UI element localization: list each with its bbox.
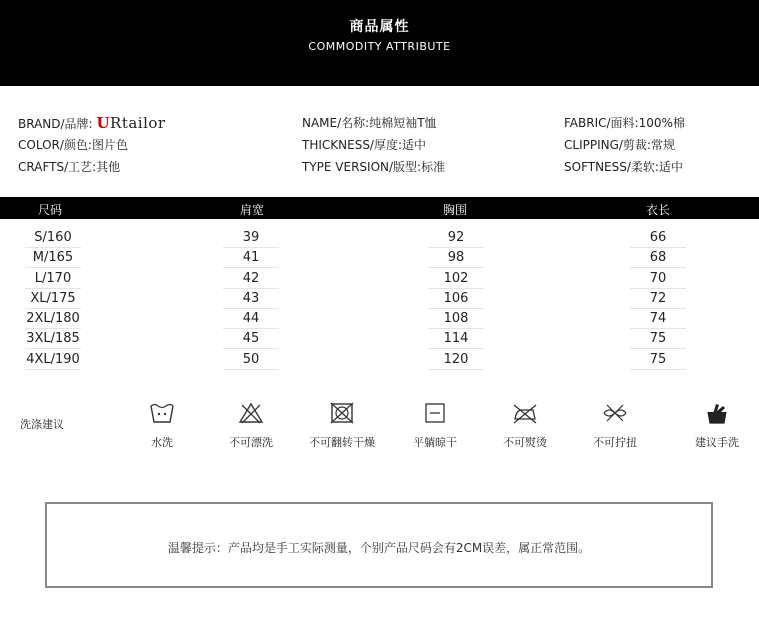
table-row bbox=[0, 309, 759, 329]
wash-item-label: 不可翻转干燥 bbox=[309, 436, 375, 449]
cell-length: 70 bbox=[630, 269, 686, 289]
size-table bbox=[0, 228, 759, 370]
table-row bbox=[0, 289, 759, 309]
cell-shoulder: 43 bbox=[223, 289, 279, 309]
attr-fabric bbox=[564, 114, 685, 131]
attr-thickness-label: THICKNESS/厚度: bbox=[302, 138, 403, 152]
header-size: 尺码 bbox=[38, 203, 63, 217]
header-length: 衣长 bbox=[646, 203, 671, 217]
cell-shoulder: 50 bbox=[223, 350, 279, 370]
attr-name-label: NAME/名称: bbox=[302, 116, 370, 130]
cell-length: 75 bbox=[630, 350, 686, 370]
table-row bbox=[0, 228, 759, 248]
wash-item-label: 不可熨烫 bbox=[503, 436, 547, 449]
attr-name bbox=[302, 114, 437, 131]
table-row bbox=[0, 329, 759, 349]
attr-softness-value: 适中 bbox=[658, 160, 683, 174]
wash-item-label: 不可拧扭 bbox=[593, 436, 637, 449]
cell-chest: 102 bbox=[428, 269, 484, 289]
cell-length: 72 bbox=[630, 289, 686, 309]
attr-crafts-label: CRAFTS/工艺: bbox=[18, 160, 97, 174]
cell-size: XL/175 bbox=[25, 289, 81, 309]
attribute-list bbox=[18, 114, 748, 180]
cell-size: M/165 bbox=[25, 248, 81, 268]
table-row bbox=[0, 269, 759, 289]
cell-shoulder: 41 bbox=[223, 248, 279, 268]
cell-length: 75 bbox=[630, 329, 686, 349]
page-subtitle: COMMODITY ATTRIBUTE bbox=[308, 40, 451, 53]
no-tumble-dry-icon bbox=[329, 402, 355, 424]
attr-fabric-label: FABRIC/面料: bbox=[564, 116, 639, 130]
no-bleach-icon bbox=[238, 402, 264, 424]
cell-length: 68 bbox=[630, 248, 686, 268]
attr-name-value: 纯棉短袖T恤 bbox=[369, 116, 437, 130]
attr-crafts-value: 其他 bbox=[96, 160, 121, 174]
cell-size: S/160 bbox=[25, 228, 81, 248]
attr-clipping-value: 常规 bbox=[650, 138, 675, 152]
wash-item bbox=[211, 402, 291, 450]
attr-brand-label: BRAND/品牌: bbox=[18, 117, 93, 131]
washing-title: 洗涤建议 bbox=[20, 418, 64, 431]
notice-box bbox=[45, 502, 713, 588]
wash-item bbox=[122, 402, 202, 450]
wash-item-label: 平躺晾干 bbox=[413, 436, 457, 449]
cell-chest: 98 bbox=[428, 248, 484, 268]
no-iron-icon bbox=[512, 402, 538, 424]
table-row bbox=[0, 350, 759, 370]
attr-fabric-value: 100%棉 bbox=[638, 116, 685, 130]
wash-item bbox=[575, 402, 655, 450]
cell-chest: 106 bbox=[428, 289, 484, 309]
cell-chest: 108 bbox=[428, 309, 484, 329]
wash-item-label: 不可漂洗 bbox=[229, 436, 273, 449]
cell-size: 2XL/180 bbox=[25, 309, 81, 329]
header-shoulder: 肩宽 bbox=[240, 203, 265, 217]
attr-type-version-label: TYPE VERSION/版型: bbox=[302, 160, 422, 174]
attr-crafts bbox=[18, 158, 120, 175]
dry-flat-icon bbox=[422, 402, 448, 424]
cell-shoulder: 42 bbox=[223, 269, 279, 289]
attr-softness-label: SOFTNESS/柔软: bbox=[564, 160, 659, 174]
attr-softness bbox=[564, 158, 683, 175]
cell-shoulder: 39 bbox=[223, 228, 279, 248]
cell-chest: 92 bbox=[428, 228, 484, 248]
wash-item bbox=[302, 402, 382, 450]
wash-item-label: 建议手洗 bbox=[695, 436, 739, 449]
attr-type-version bbox=[302, 158, 445, 175]
notice-text: 温馨提示：产品均是手工实际测量，个别产品尺码会有2CM误差，属正常范围。 bbox=[167, 541, 591, 555]
attr-thickness bbox=[302, 136, 426, 153]
attr-color bbox=[18, 136, 128, 153]
wash-item bbox=[395, 402, 475, 450]
cell-chest: 120 bbox=[428, 350, 484, 370]
wash-tub-icon bbox=[149, 402, 175, 424]
header-banner bbox=[0, 0, 759, 86]
wash-item bbox=[677, 402, 757, 450]
attr-color-value: 图片色 bbox=[91, 138, 128, 152]
wash-item bbox=[485, 402, 565, 450]
wash-item-label: 水洗 bbox=[151, 436, 173, 449]
cell-size: 3XL/185 bbox=[25, 329, 81, 349]
attr-color-label: COLOR/颜色: bbox=[18, 138, 92, 152]
cell-shoulder: 45 bbox=[223, 329, 279, 349]
hand-wash-icon bbox=[704, 402, 730, 424]
table-row bbox=[0, 248, 759, 268]
cell-shoulder: 44 bbox=[223, 309, 279, 329]
header-chest: 胸围 bbox=[443, 203, 468, 217]
cell-size: 4XL/190 bbox=[25, 350, 81, 370]
cell-length: 74 bbox=[630, 309, 686, 329]
attr-brand bbox=[18, 114, 166, 132]
cell-length: 66 bbox=[630, 228, 686, 248]
cell-size: L/170 bbox=[25, 269, 81, 289]
brand-logo: URtailor bbox=[96, 114, 166, 132]
cell-chest: 114 bbox=[428, 329, 484, 349]
attr-thickness-value: 适中 bbox=[402, 138, 427, 152]
page-title: 商品属性 bbox=[349, 19, 410, 35]
no-wring-icon bbox=[602, 402, 628, 424]
attr-type-version-value: 标准 bbox=[421, 160, 446, 174]
attr-clipping-label: CLIPPING/剪裁: bbox=[564, 138, 651, 152]
attr-clipping bbox=[564, 136, 675, 153]
size-table-header bbox=[0, 197, 759, 219]
